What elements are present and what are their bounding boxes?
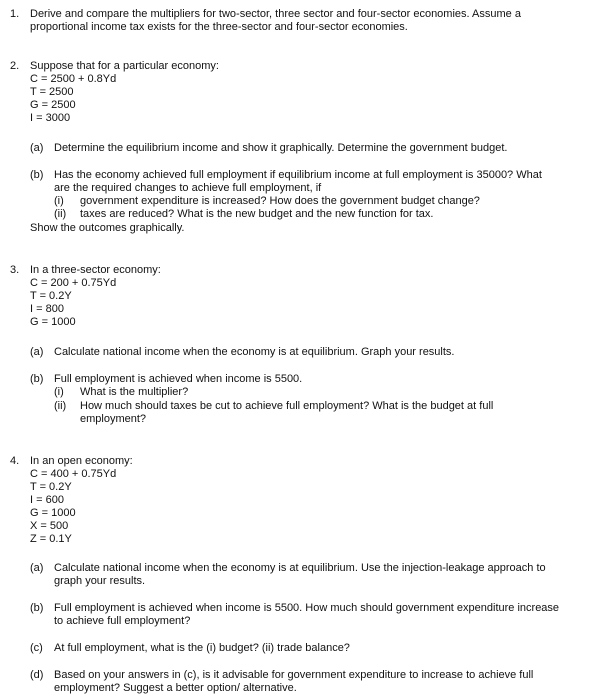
part-label: (d) <box>30 669 44 681</box>
question-number: 3. <box>10 264 20 276</box>
equation: I = 3000 <box>30 112 71 124</box>
equation: I = 800 <box>30 303 64 315</box>
question-number: 2. <box>10 60 20 72</box>
part-label: (a) <box>30 346 44 358</box>
part-label: (b) <box>30 602 44 614</box>
question-intro: Suppose that for a particular economy: <box>30 60 219 72</box>
equation: C = 2500 + 0.8Yd <box>30 73 117 85</box>
part-label: (c) <box>30 642 43 654</box>
subpart-label: (i) <box>54 386 64 398</box>
equation: G = 1000 <box>30 316 76 328</box>
equation: Z = 0.1Y <box>30 533 72 545</box>
equation: T = 2500 <box>30 86 74 98</box>
equation: T = 0.2Y <box>30 481 72 493</box>
part-text: are the required changes to achieve full employment, if <box>54 182 322 194</box>
subpart-text: What is the multiplier? <box>80 386 189 398</box>
part-text: Has the economy achieved full employment if equilibrium income at full employment is 35000? What <box>54 169 542 181</box>
part-text: Calculate national income when the economy is at equilibrium. Use the injection-leakage approach to <box>54 562 546 574</box>
subpart-label: (ii) <box>54 208 67 220</box>
question-intro: In a three-sector economy: <box>30 264 161 276</box>
part-text: Calculate national income when the economy is at equilibrium. Graph your results. <box>54 346 455 358</box>
question-text: proportional income tax exists for the three-sector and four-sector economies. <box>30 21 408 33</box>
equation: C = 400 + 0.75Yd <box>30 468 117 480</box>
equation: G = 1000 <box>30 507 76 519</box>
part-text: Full employment is achieved when income is 5500. How much should government expenditure increase <box>54 602 560 614</box>
part-label: (b) <box>30 373 44 385</box>
subpart-text: taxes are reduced? What is the new budget and the new function for tax. <box>80 208 434 220</box>
part-text: to achieve full employment? <box>54 615 191 627</box>
equation: T = 0.2Y <box>30 290 72 302</box>
subpart-text: government expenditure is increased? How does the government budget change? <box>80 195 480 207</box>
part-label: (b) <box>30 169 44 181</box>
equation: G = 2500 <box>30 99 76 111</box>
part-text: At full employment, what is the (i) budget? (ii) trade balance? <box>54 642 350 654</box>
question-intro: In an open economy: <box>30 455 133 467</box>
subpart-label: (ii) <box>54 400 67 412</box>
part-text: Based on your answers in (c), is it advisable for government expenditure to increase to achieve full <box>54 669 534 681</box>
part-text: employment? Suggest a better option/ alternative. <box>54 682 297 694</box>
subpart-text: employment? <box>80 413 147 425</box>
subpart-label: (i) <box>54 195 64 207</box>
question-number: 4. <box>10 455 20 467</box>
equation: C = 200 + 0.75Yd <box>30 277 117 289</box>
part-label: (a) <box>30 142 44 154</box>
question-number: 1. <box>10 8 20 20</box>
instruction-text: Show the outcomes graphically. <box>30 222 185 234</box>
question-text: Derive and compare the multipliers for two-sector, three sector and four-sector economies. Assume a <box>30 8 521 20</box>
equation: I = 600 <box>30 494 64 506</box>
part-text: Determine the equilibrium income and show it graphically. Determine the government budget. <box>54 142 508 154</box>
subpart-text: How much should taxes be cut to achieve full employment? What is the budget at full <box>80 400 494 412</box>
part-label: (a) <box>30 562 44 574</box>
part-text: graph your results. <box>54 575 146 587</box>
part-text: Full employment is achieved when income is 5500. <box>54 373 303 385</box>
equation: X = 500 <box>30 520 69 532</box>
